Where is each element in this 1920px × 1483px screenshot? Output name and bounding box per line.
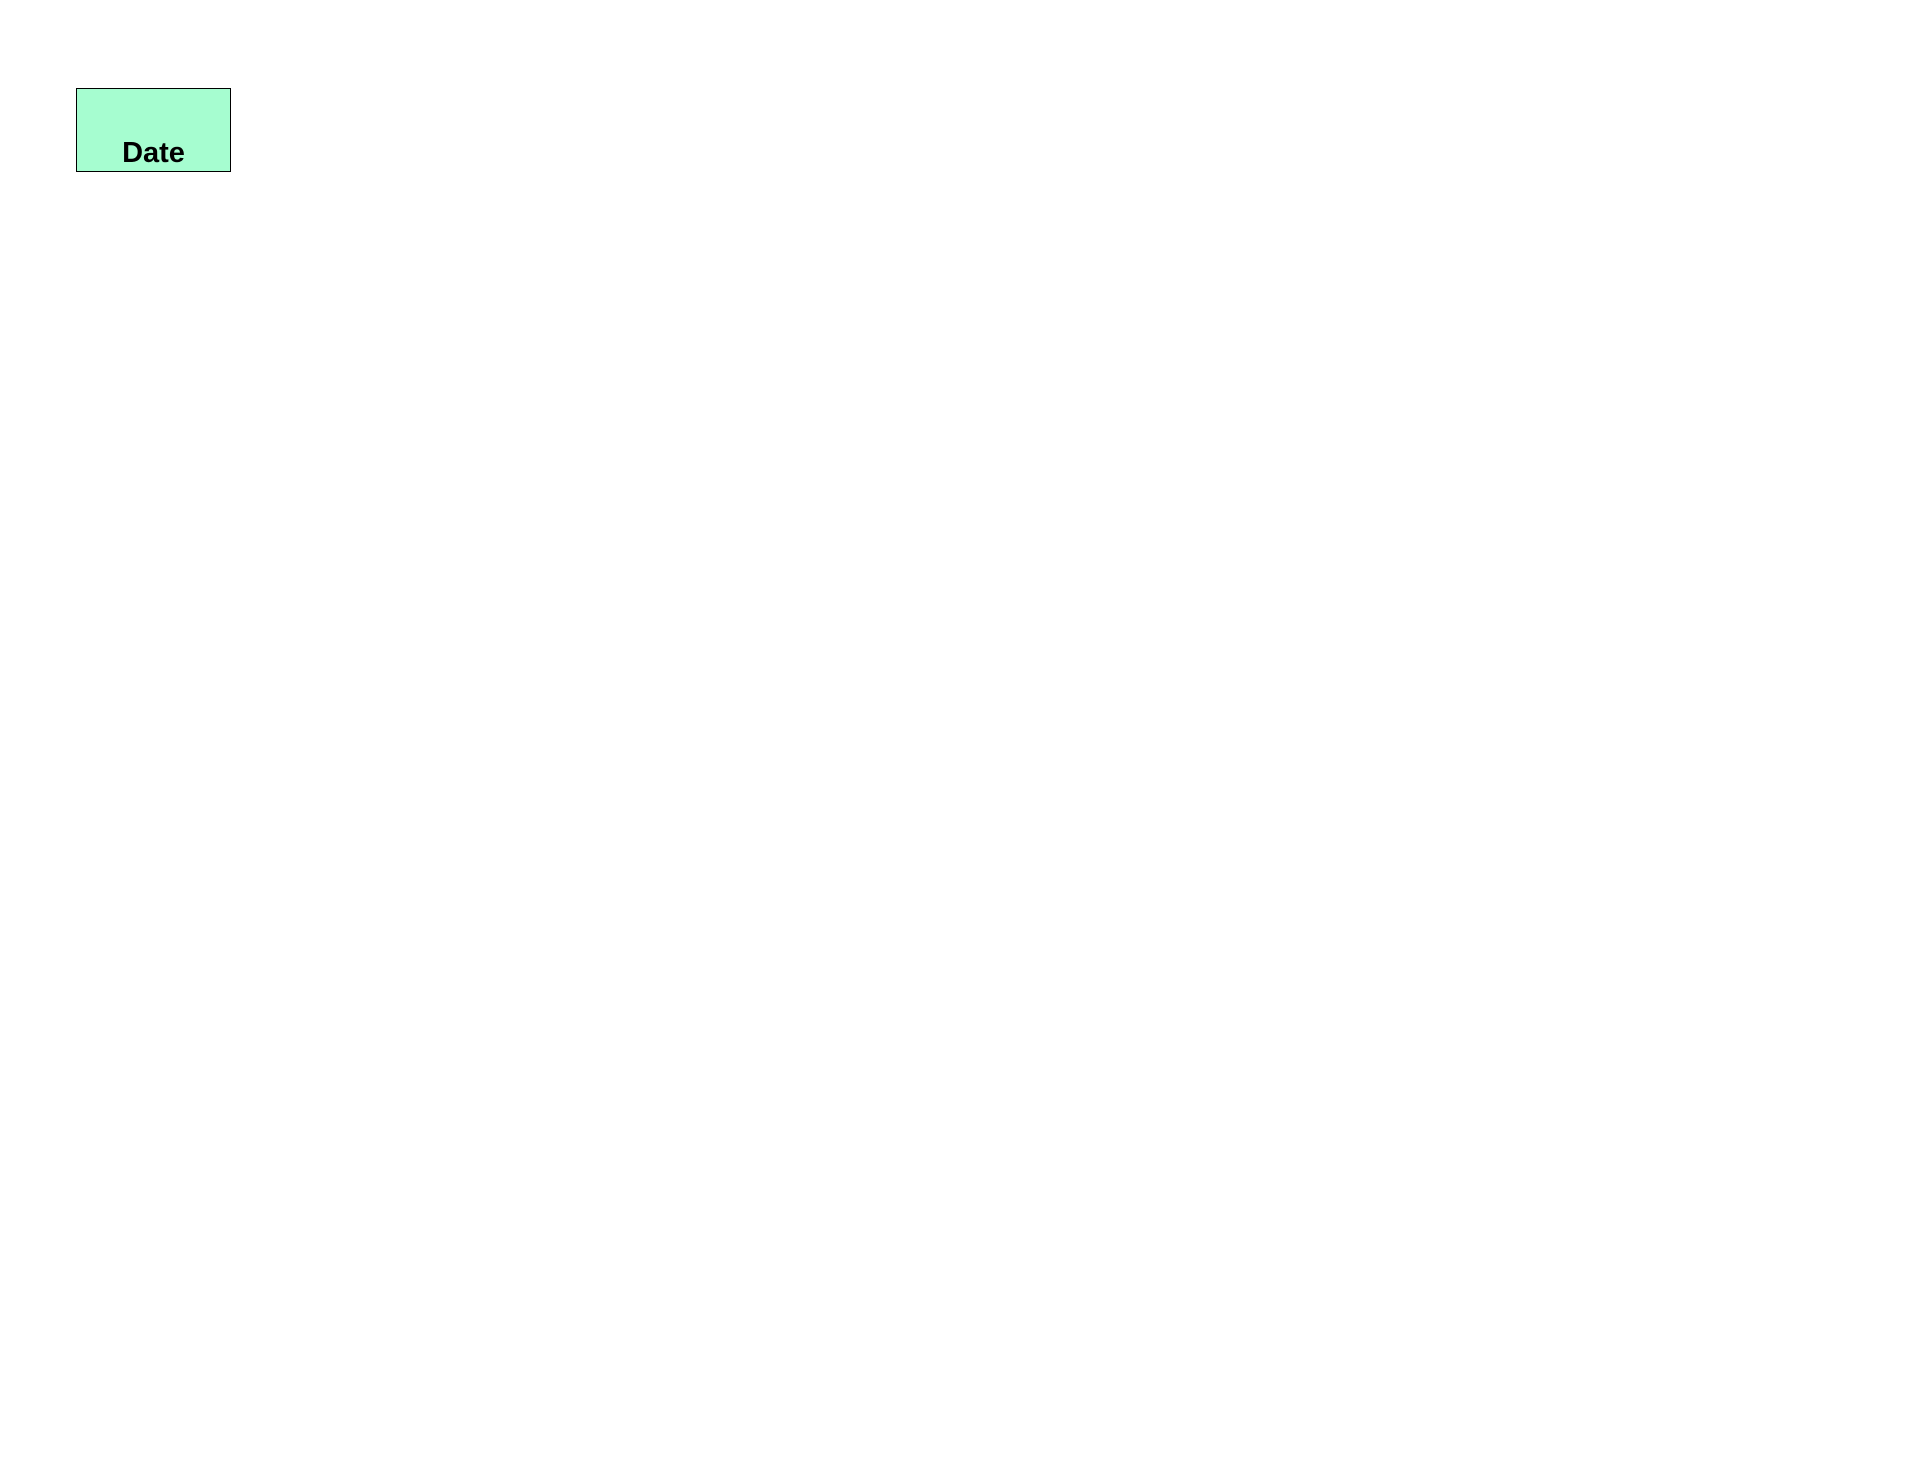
date-header: Date xyxy=(77,89,231,172)
schedule-table xyxy=(76,88,1899,172)
header-row xyxy=(77,89,1899,172)
